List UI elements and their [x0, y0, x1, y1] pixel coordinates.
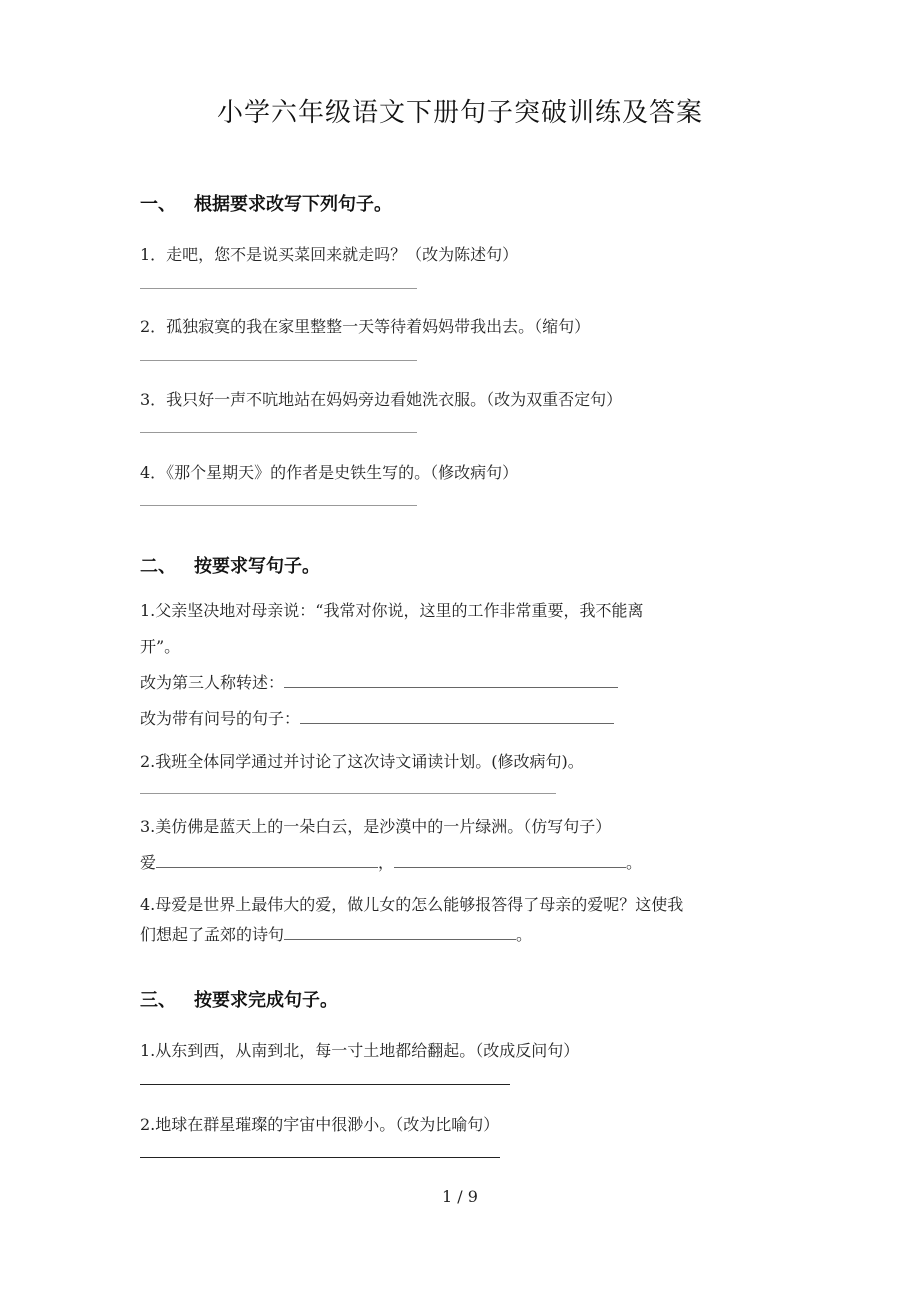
section-1-heading — [140, 190, 392, 216]
section-3-heading — [140, 986, 338, 1012]
section-3-title: 按要求完成句子。 — [194, 990, 338, 1011]
s2-q4-blank — [284, 923, 516, 940]
s2-question-1-line-2: 开”。 — [140, 637, 181, 656]
s2-prompt-question-mark — [140, 706, 614, 729]
s3-question-2: 2.地球在群星璀璨的宇宙中很渺小。（改为比喻句） — [140, 1115, 500, 1134]
s2-blank-third-person — [284, 671, 618, 688]
s1-answer-line-3 — [140, 432, 417, 433]
s2-question-4-line-1: 4.母爱是世界上最伟大的爱，做儿女的怎么能够报答得了母亲的爱呢？这使我 — [140, 895, 684, 914]
s1-question-3: 3．我只好一声不吭地站在妈妈旁边看她洗衣服。（改为双重否定句） — [140, 390, 623, 409]
s2-q3-blank-1 — [156, 851, 378, 868]
s2-q4-text: 们想起了孟郊的诗句 — [140, 925, 285, 944]
s2-blank-question-mark — [300, 707, 614, 724]
s2-question-3: 3.美仿佛是蓝天上的一朵白云，是沙漠中的一片绿洲。（仿写句子） — [140, 817, 612, 836]
s1-answer-line-1 — [140, 288, 417, 289]
s2-question-2: 2.我班全体同学通过并讨论了这次诗文诵读计划。(修改病句)。 — [140, 752, 584, 771]
page-title: 小学六年级语文下册句子突破训练及答案 — [216, 98, 703, 128]
s2-question-1-line-1: 1.父亲坚决地对母亲说：“我常对你说，这里的工作非常重要，我不能离 — [140, 601, 644, 620]
s2-q4-end: 。 — [516, 925, 533, 944]
s2-prompt-third-person — [140, 670, 618, 693]
s2-q3-blank-2 — [394, 851, 626, 868]
s2-question-4-line-2 — [140, 922, 532, 945]
s2-prompt-question-mark-label: 改为带有问号的句子： — [140, 709, 301, 728]
s2-prompt-third-person-label: 改为第三人称转述： — [140, 673, 285, 692]
s2-q3-comma: ， — [378, 853, 395, 872]
s3-answer-line-1 — [140, 1084, 510, 1085]
section-2-heading — [140, 552, 320, 578]
s3-answer-line-2 — [140, 1157, 500, 1158]
section-2-title: 按要求写句子。 — [194, 556, 320, 577]
s2-q3-end: 。 — [626, 853, 643, 872]
s2-answer-line-2 — [140, 793, 556, 794]
s1-answer-line-2 — [140, 360, 417, 361]
s2-q3-start: 爱 — [140, 853, 157, 872]
section-3-number: 三、 — [140, 990, 176, 1011]
s1-question-2: 2．孤独寂寞的我在家里整整一天等待着妈妈带我出去。（缩句） — [140, 317, 591, 336]
s1-question-4: 4．《那个星期天》的作者是史铁生写的。（修改病句） — [140, 463, 519, 482]
s1-question-1: 1．走吧，您不是说买菜回来就走吗？（改为陈述句） — [140, 245, 519, 264]
section-1-number: 一、 — [140, 194, 176, 215]
s1-answer-line-4 — [140, 505, 417, 506]
section-2-number: 二、 — [140, 556, 176, 577]
s2-question-3-fill — [140, 850, 642, 873]
page-number: 1 / 9 — [442, 1187, 478, 1206]
s3-question-1: 1.从东到西，从南到北，每一寸土地都给翻起。（改成反问句） — [140, 1041, 580, 1060]
section-1-title: 根据要求改写下列句子。 — [194, 194, 392, 215]
